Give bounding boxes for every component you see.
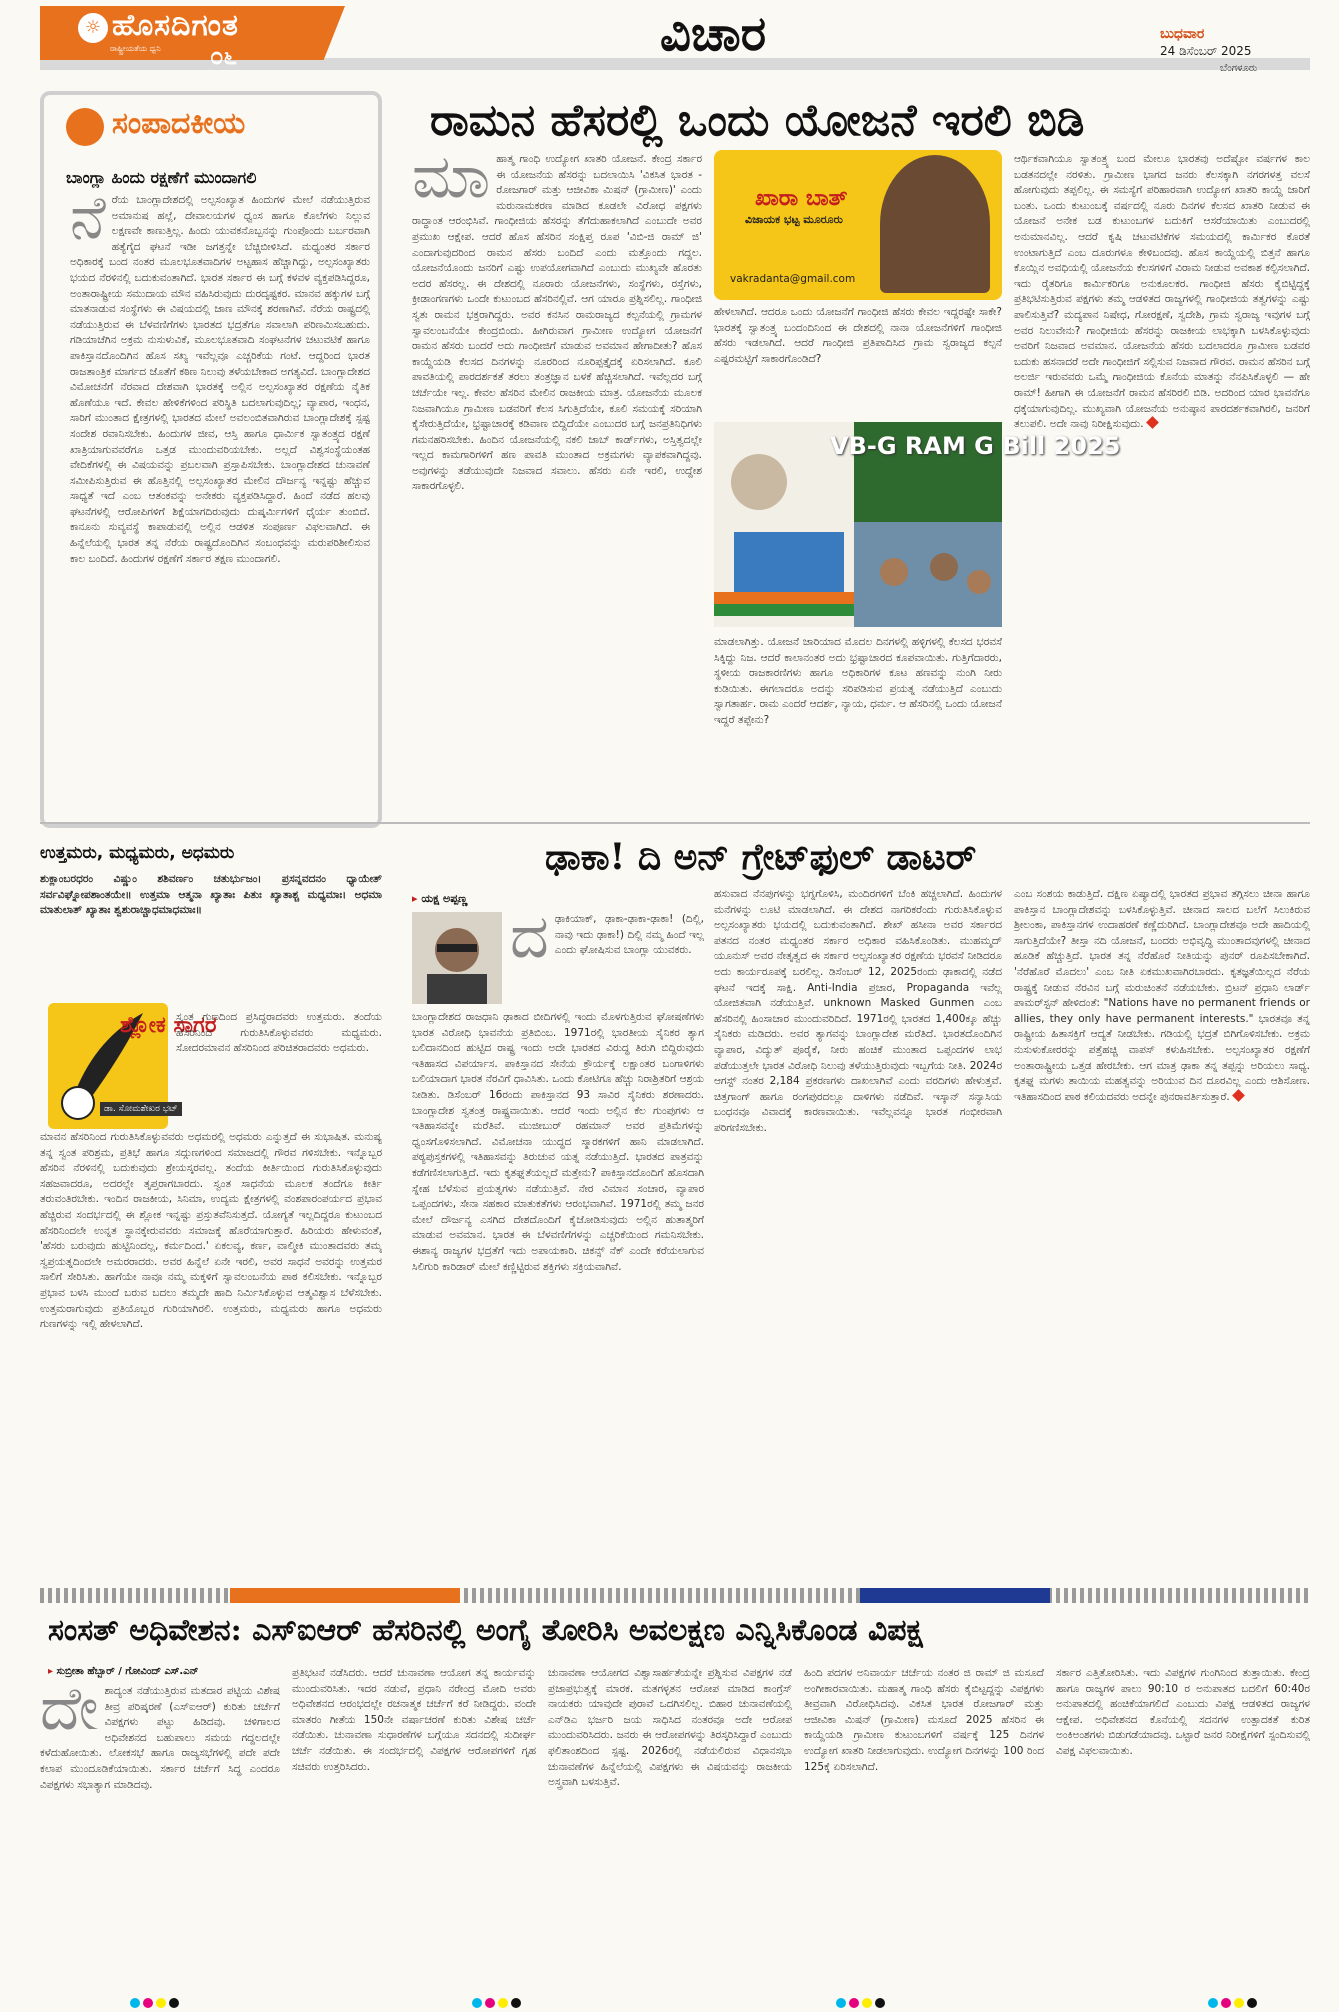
author-bullet-icon: ▸ xyxy=(48,1666,54,1677)
magenta-dot-icon xyxy=(485,1998,495,2008)
cyan-dot-icon xyxy=(130,1998,140,2008)
shloka-meaning: ಸ್ವಂತ ಗುಣದಿಂದ ಪ್ರಸಿದ್ಧರಾದವರು ಉತ್ತಮರು. ತಂದೆಯ ಹೆಸರಿನಿಂದ ಗುರುತಿಸಿಕೊಳ್ಳುವವರು ಮಧ್ಯಮರು. ಸೋದರಮಾವನ ಹೆಸರಿನಿಂದ ಪರಿಚಿತರಾದವರು ಅಧಮರು. xyxy=(176,1011,382,1055)
article3-column-2: ಪ್ರತಿಭಟನೆ ನಡೆಸಿದರು. ಆದರೆ ಚುನಾವಣಾ ಆಯೋಗ ತನ್ನ ಕಾರ್ಯವನ್ನು ಮುಂದುವರಿಸಿತು. ಇದರ ನಡುವೆ, ಪ್ರಧಾನಿ ನರೇಂದ್ರ ಮೋದಿ ಅವರು ಅಧಿವೇಶನದ ಆರಂಭದಲ್ಲೇ ರಚನಾತ್ಮಕ ಚರ್ಚೆಗೆ ಕರೆ ನೀಡಿದ್ದರು. ವಂದೇ ಮಾತರಂ ಗೀತೆಯ 150ನೇ ವರ್ಷಾಚರಣೆ ಕುರಿತು ವಿಶೇಷ ಚರ್ಚೆ ನಡೆಯಿತು. ಚುನಾವಣಾ ಸುಧಾರಣೆಗಳ ಬಗ್ಗೆಯೂ ಸದನದಲ್ಲಿ ಸುದೀರ್ಘ ಚರ್ಚೆ ನಡೆಯಿತು. ಈ ಸಂದರ್ಭದಲ್ಲಿ ವಿಪಕ್ಷಗಳ ಆರೋಪಗಳಿಗೆ ಗೃಹ ಸಚಿವರು ಉತ್ತರಿಸಿದರು. xyxy=(292,1667,536,1773)
article1-col1-text: ಹಾತ್ಮ ಗಾಂಧಿ ಉದ್ಯೋಗ ಖಾತರಿ ಯೋಜನೆ. ಕೇಂದ್ರ ಸರ್ಕಾರ ಈ ಯೋಜನೆಯ ಹೆಸರನ್ನು ಬದಲಾಯಿಸಿ 'ವಿಕಸಿತ ಭಾರತ - ರೋಜಗಾರ್ ಮತ್ತು ಆಜೀವಿಕಾ ಮಿಷನ್ (ಗ್ರಾಮೀಣ)' ಎಂದು ಮರುನಾಮಕರಣ ಮಾಡಿದ ಕೂಡಲೇ ವಿರೋಧ ಪಕ್ಷಗಳು ರಾದ್ಧಾಂತ ಆರಂಭಿಸಿವೆ. ಗಾಂಧೀಜಿಯ ಹೆಸರನ್ನು ತೆಗೆದುಹಾಕಲಾಗಿದೆ ಎಂಬುದೇ ಅವರ ಪ್ರಮುಖ ಆಕ್ಷೇಪ. ಆದರೆ ಹೊಸ ಹೆಸರಿನ ಸಂಕ್ಷಿಪ್ತ ರೂಪ 'ವಿಬಿ-ಜಿ ರಾಮ್ ಜಿ' ಎಂದಾಗುವುದರಿಂದ ರಾಮನ ಹೆಸರು ಬಂದಿದೆ ಎಂದು ಮತ್ತೊಂದು ಗದ್ದಲ. ಯೋಜನೆಯೊಂದು ಜನರಿಗೆ ಎಷ್ಟು ಉಪಯೋಗವಾಗಿದೆ ಎಂಬುದು ಮುಖ್ಯವೇ ಹೊರತು ಅದರ ಹೆಸರಲ್ಲ. ಈ ದೇಶದಲ್ಲಿ ನೂರಾರು ಯೋಜನೆಗಳು, ಸಂಸ್ಥೆಗಳು, ರಸ್ತೆಗಳು, ಕ್ರೀಡಾಂಗಣಗಳು ಒಂದೇ ಕುಟುಂಬದ ಹೆಸರಿನಲ್ಲಿವೆ. ಆಗ ಯಾರೂ ಪ್ರಶ್ನಿಸಲಿಲ್ಲ. ಗಾಂಧೀಜಿ ಸ್ವತಃ ರಾಮನ ಭಕ್ತರಾಗಿದ್ದರು. ಅವರ ಕನಸಿನ ರಾಮರಾಜ್ಯದ ಕಲ್ಪನೆಯಲ್ಲಿ ಗ್ರಾಮಗಳ ಸ್ವಾವಲಂಬನೆಯೇ ಕೇಂದ್ರಬಿಂದು. ಹೀಗಿರುವಾಗ ಗ್ರಾಮೀಣ ಉದ್ಯೋಗ ಯೋಜನೆಗೆ ರಾಮನ ಹೆಸರು ಬಂದರೆ ಅದು ಗಾಂಧೀಜಿಗೆ ಮಾಡುವ ಅವಮಾನ ಹೇಗಾದೀತು? ಹೊಸ ಕಾಯ್ದೆಯಡಿ ಕೆಲಸದ ದಿನಗಳನ್ನು ನೂರರಿಂದ ನೂರಿಪ್ಪತ್ತೈದಕ್ಕೆ ಏರಿಸಲಾಗಿದೆ. ಕೂಲಿ ಪಾವತಿಯಲ್ಲಿ ಪಾರದರ್ಶಕತೆ ತರಲು ತಂತ್ರಜ್ಞಾನ ಬಳಕೆ ಹೆಚ್ಚಿಸಲಾಗಿದೆ. ಇವೆಲ್ಲದರ ಬಗ್ಗೆ ಚರ್ಚೆಯೇ ಇಲ್ಲ. ಕೇವಲ ಹೆಸರಿನ ಮೇಲಿನ ರಾಜಕೀಯ ಮಾತ್ರ. ಯೋಜನೆಯ ಮೂಲಕ ನಿಜವಾಗಿಯೂ ಗ್ರಾಮೀಣ ಬಡವರಿಗೆ ಕೆಲಸ ಸಿಗುತ್ತಿದೆಯೇ, ಕೂಲಿ ಸಮಯಕ್ಕೆ ಸರಿಯಾಗಿ ಕೈಸೇರುತ್ತಿದೆಯೇ, ಭ್ರಷ್ಟಾಚಾರಕ್ಕೆ ಕಡಿವಾಣ ಬಿದ್ದಿದೆಯೇ ಎಂಬುದರ ಬಗ್ಗೆ ಜನಪ್ರತಿನಿಧಿಗಳು ಗಮನಹರಿಸಬೇಕು. ಹಿಂದಿನ ಯೋಜನೆಯಲ್ಲಿ ನಕಲಿ ಜಾಬ್ ಕಾರ್ಡ್‌ಗಳು, ಅಸ್ತಿತ್ವದಲ್ಲೇ ಇಲ್ಲದ ಕಾಮಗಾರಿಗಳಿಗೆ ಹಣ ಪಾವತಿ ಮುಂತಾದ ಅಕ್ರಮಗಳು ವ್ಯಾಪಕವಾಗಿದ್ದವು. ಅವುಗಳನ್ನು ತಡೆಯುವುದೇ ನಿಜವಾದ ಸವಾಲು. ಹೆಸರು ಏನೇ ಇರಲಿ, ಉದ್ದೇಶ ಸಾಕಾರಗೊಳ್ಳಲಿ. xyxy=(412,153,702,493)
decorative-stripe xyxy=(40,1588,1310,1603)
end-mark-icon xyxy=(1232,1089,1245,1102)
editorial-title[interactable]: ಬಾಂಗ್ಲಾ ಹಿಂದು ರಕ್ಷಣೆಗೆ ಮುಂದಾಗಲಿ xyxy=(66,168,257,187)
magenta-dot-icon xyxy=(1221,1998,1231,2008)
section-title: ವಿಚಾರ xyxy=(660,6,767,62)
editorial-label: ಸಂಪಾದಕೀಯ xyxy=(112,106,246,141)
article2-col3-text: ಎಂಬ ಸಂಶಯ ಕಾಡುತ್ತಿದೆ. ದಕ್ಷಿಣ ಏಷ್ಯಾದಲ್ಲಿ ಭಾರತದ ಪ್ರಭಾವ ತಗ್ಗಿಸಲು ಚೀನಾ ಹಾಗೂ ಪಾಕಿಸ್ತಾನ ಬಾಂಗ್ಲಾದೇಶವನ್ನು ಬಳಸಿಕೊಳ್ಳುತ್ತಿವೆ. ಚೀನಾದ ಸಾಲದ ಬಲೆಗೆ ಸಿಲುಕಿರುವ ಶ್ರೀಲಂಕಾ, ಪಾಕಿಸ್ತಾನಗಳ ಉದಾಹರಣೆ ಕಣ್ಣೆದುರಿಗಿದೆ. ಬಾಂಗ್ಲಾದೇಶವೂ ಅದೇ ಹಾದಿಯಲ್ಲಿ ಸಾಗುತ್ತಿದೆಯೇ? ತೀಸ್ತಾ ನದಿ ಯೋಜನೆ, ಬಂದರು ಅಭಿವೃದ್ಧಿ ಮುಂತಾದವುಗಳಲ್ಲಿ ಚೀನಾದ ಹೂಡಿಕೆ ಹೆಚ್ಚುತ್ತಿದೆ. ಭಾರತ ತನ್ನ ನೆರೆಹೊರೆ ನೀತಿಯನ್ನು ಪುನರ್ ರೂಪಿಸಬೇಕಾಗಿದೆ. 'ನೆರೆಹೊರೆ ಮೊದಲು' ಎಂಬ ನೀತಿ ಏಕಮುಖವಾಗಿರಬಾರದು. ಕೃತಜ್ಞತೆಯಿಲ್ಲದ ನೆರೆಯ ರಾಷ್ಟ್ರಕ್ಕೆ ನೀಡುವ ನೆರವಿನ ಬಗ್ಗೆ ಮರುಚಿಂತನೆ ನಡೆಯಬೇಕು. ಬ್ರಿಟನ್ ಪ್ರಧಾನಿ ಲಾರ್ಡ್ ಪಾಮರ್‌ಸ್ಟನ್ ಹೇಳಿದಂತೆ: "Nations have no permanent friends or allies, they only have permanent interests." ಭಾರತವೂ ತನ್ನ ರಾಷ್ಟ್ರೀಯ ಹಿತಾಸಕ್ತಿಗೆ ಆದ್ಯತೆ ನೀಡಬೇಕು. ಗಡಿಯಲ್ಲಿ ಭದ್ರತೆ ಬಿಗಿಗೊಳಿಸಬೇಕು. ಅಕ್ರಮ ನುಸುಳುಕೋರರನ್ನು ಪತ್ತೆಹಚ್ಚಿ ವಾಪಸ್ ಕಳುಹಿಸಬೇಕು. ಅಲ್ಪಸಂಖ್ಯಾತರ ರಕ್ಷಣೆಗೆ ಅಂತಾರಾಷ್ಟ್ರೀಯ ಒತ್ತಡ ಹೇರಬೇಕು. ಆಗ ಮಾತ್ರ ಢಾಕಾ ತನ್ನ ತಪ್ಪನ್ನು ಅರಿಯಲು ಸಾಧ್ಯ. ಕೃತಘ್ನ ಮಗಳು ತಾಯಿಯ ಮಹತ್ವವನ್ನು ಅರಿಯುವ ದಿನ ದೂರವಿಲ್ಲ ಎಂದು ಆಶಿಸೋಣ. ಇತಿಹಾಸದಿಂದ ಪಾಠ ಕಲಿಯದವರು ಅದನ್ನೇ ಪುನರಾವರ್ತಿಸುತ್ತಾರೆ. xyxy=(1014,888,1310,1103)
yellow-dot-icon xyxy=(1234,1998,1244,2008)
end-mark-icon xyxy=(1146,416,1159,429)
masthead xyxy=(0,0,1339,78)
article3-column-3: ಚುನಾವಣಾ ಆಯೋಗದ ವಿಶ್ವಾಸಾರ್ಹತೆಯನ್ನೇ ಪ್ರಶ್ನಿಸುವ ವಿಪಕ್ಷಗಳ ನಡೆ ಪ್ರಜಾಪ್ರಭುತ್ವಕ್ಕೆ ಮಾರಕ. ಮತಗಳ್ಳತನ ಆರೋಪ ಮಾಡಿದ ಕಾಂಗ್ರೆಸ್ ನಾಯಕರು ಯಾವುದೇ ಪುರಾವೆ ಒದಗಿಸಲಿಲ್ಲ. ಬಿಹಾರ ಚುನಾವಣೆಯಲ್ಲಿ ಎನ್‌ಡಿಎ ಭರ್ಜರಿ ಜಯ ಸಾಧಿಸಿದ ನಂತರವೂ ಅದೇ ಆರೋಪ ಮುಂದುವರಿಸಿದರು. ಜನರು ಈ ಆರೋಪಗಳನ್ನು ತಿರಸ್ಕರಿಸಿದ್ದಾರೆ ಎಂಬುದು ಫಲಿತಾಂಶದಿಂದ ಸ್ಪಷ್ಟ. 2026ರಲ್ಲಿ ನಡೆಯಲಿರುವ ವಿಧಾನಸಭಾ ಚುನಾವಣೆಗಳ ಹಿನ್ನೆಲೆಯಲ್ಲಿ ವಿಪಕ್ಷಗಳು ಈ ವಿಷಯವನ್ನು ರಾಜಕೀಯ ಅಸ್ತ್ರವಾಗಿ ಬಳಸುತ್ತಿವೆ. xyxy=(548,1667,792,1789)
magenta-dot-icon xyxy=(849,1998,859,2008)
page-number: ೦೬ xyxy=(210,42,237,70)
article3-column-4: ಹಿಂದಿ ಪದಗಳ ಅನಿವಾರ್ಯ ಚರ್ಚೆಯ ನಂತರ ಜಿ ರಾಮ್ ಜಿ ಮಸೂದೆ ಅಂಗೀಕಾರವಾಯಿತು. ಮಹಾತ್ಮ ಗಾಂಧಿ ಹೆಸರು ಕೈಬಿಟ್ಟದ್ದನ್ನು ವಿಪಕ್ಷಗಳು ತೀವ್ರವಾಗಿ ವಿರೋಧಿಸಿದವು. ವಿಕಸಿತ ಭಾರತ ರೋಜಗಾರ್ ಮತ್ತು ಆಜೀವಿಕಾ ಮಿಷನ್ (ಗ್ರಾಮೀಣ) ಮಸೂದೆ 2025 ಹೆಸರಿನ ಈ ಕಾಯ್ದೆಯಡಿ ಗ್ರಾಮೀಣ ಕುಟುಂಬಗಳಿಗೆ ವರ್ಷಕ್ಕೆ 125 ದಿನಗಳ ಉದ್ಯೋಗ ಖಾತರಿ ನೀಡಲಾಗುವುದು. ಉದ್ಯೋಗ ದಿನಗಳನ್ನು 100 ರಿಂದ 125ಕ್ಕೆ ಏರಿಸಲಾಗಿದೆ. xyxy=(804,1667,1044,1773)
columnist-email[interactable]: vakradanta@gmail.com xyxy=(730,273,856,285)
stripe-art xyxy=(40,1588,1310,1603)
article1-column-2: ಮಾಡಲಾಗಿತ್ತು. ಯೋಜನೆ ಜಾರಿಯಾದ ಮೊದಲ ದಿನಗಳಲ್ಲಿ ಹಳ್ಳಿಗಳಲ್ಲಿ ಕೆಲಸದ ಭರವಸೆ ಸಿಕ್ಕಿದ್ದು ನಿಜ. ಆದರೆ ಕಾಲಾನಂತರ ಅದು ಭ್ರಷ್ಟಾಚಾರದ ಕೂಪವಾಯಿತು. ಗುತ್ತಿಗೆದಾರರು, ಸ್ಥಳೀಯ ರಾಜಕಾರಣಿಗಳು ಹಾಗೂ ಅಧಿಕಾರಿಗಳ ಕೂಟ ಹಣವನ್ನು ನುಂಗಿ ನೀರು ಕುಡಿಯಿತು. ಈಗಲಾದರೂ ಅದನ್ನು ಸರಿಪಡಿಸುವ ಪ್ರಯತ್ನ ನಡೆಯುತ್ತಿದೆ ಎಂಬುದು ಸ್ವಾಗತಾರ್ಹ. ರಾಮ ಎಂದರೆ ಆದರ್ಶ, ನ್ಯಾಯ, ಧರ್ಮ. ಆ ಹೆಸರಿನಲ್ಲಿ ಒಂದು ಯೋಜನೆ ಇದ್ದರೆ ತಪ್ಪೇನು? xyxy=(714,636,1002,726)
editorial-text: ರೆಯ ಬಾಂಗ್ಲಾದೇಶದಲ್ಲಿ ಅಲ್ಪಸಂಖ್ಯಾತ ಹಿಂದುಗಳ ಮೇಲೆ ನಡೆಯುತ್ತಿರುವ ಅಮಾನುಷ ಹಲ್ಲೆ, ದೇವಾಲಯಗಳ ಧ್ವಂಸ ಹಾಗೂ ಕೊಲೆಗಳು ನಿಲ್ಲುವ ಲಕ್ಷಣವೇ ಕಾಣುತ್ತಿಲ್ಲ. ಹಿಂದು ಯುವಕನೊಬ್ಬನನ್ನು ಗುಂಪೊಂದು ಬರ್ಬರವಾಗಿ ಹತ್ಯೆಗೈದ ಘಟನೆ ಇಡೀ ಜಗತ್ತನ್ನೇ ಬೆಚ್ಚಿಬೀಳಿಸಿದೆ. ಮಧ್ಯಂತರ ಸರ್ಕಾರ ಅಧಿಕಾರಕ್ಕೆ ಬಂದ ನಂತರ ಮೂಲಭೂತವಾದಿಗಳ ಅಟ್ಟಹಾಸ ಹೆಚ್ಚಾಗಿದ್ದು, ಅಲ್ಪಸಂಖ್ಯಾತರು ಭಯದ ನೆರಳಿನಲ್ಲಿ ಬದುಕುವಂತಾಗಿದೆ. ಭಾರತ ಸರ್ಕಾರ ಈ ಬಗ್ಗೆ ಕಳವಳ ವ್ಯಕ್ತಪಡಿಸಿದ್ದರೂ, ಅಂತಾರಾಷ್ಟ್ರೀಯ ಸಮುದಾಯ ಮೌನ ವಹಿಸಿರುವುದು ದುರದೃಷ್ಟಕರ. ಮಾನವ ಹಕ್ಕುಗಳ ಬಗ್ಗೆ ಮಾತನಾಡುವ ಸಂಸ್ಥೆಗಳು ಈ ವಿಷಯದಲ್ಲಿ ಜಾಣ ಮೌನಕ್ಕೆ ಶರಣಾಗಿವೆ. ನೆರೆಯ ರಾಷ್ಟ್ರದಲ್ಲಿ ನಡೆಯುತ್ತಿರುವ ಈ ಬೆಳವಣಿಗೆಗಳು ಭಾರತದ ಭದ್ರತೆಗೂ ಸವಾಲಾಗಿ ಪರಿಣಮಿಸಬಹುದು. ಗಡಿಯಾಚೆಗಿನ ಅಕ್ರಮ ನುಸುಳುವಿಕೆ, ಮೂಲಭೂತವಾದಿ ಸಂಘಟನೆಗಳ ಚಟುವಟಿಕೆ ಹಾಗೂ ಪಾಕಿಸ್ತಾನದೊಂದಿಗಿನ ಹೊಸ ಸಖ್ಯ ಇವೆಲ್ಲವೂ ಎಚ್ಚರಿಕೆಯ ಗಂಟೆ. ಆದ್ದರಿಂದ ಭಾರತ ರಾಜತಾಂತ್ರಿಕ ಮಾರ್ಗದ ಜೊತೆಗೆ ಕಠಿಣ ನಿಲುವು ತಳೆಯಬೇಕಾದ ಅಗತ್ಯವಿದೆ. ಬಾಂಗ್ಲಾದೇಶದ ವಿಮೋಚನೆಗೆ ನೆರವಾದ ದೇಶವಾಗಿ ಭಾರತಕ್ಕೆ ಅಲ್ಲಿನ ಅಲ್ಪಸಂಖ್ಯಾತರ ರಕ್ಷಣೆಯ ನೈತಿಕ ಹೊಣೆಯೂ ಇದೆ. ಕೇವಲ ಹೇಳಿಕೆಗಳಿಂದ ಪರಿಸ್ಥಿತಿ ಬದಲಾಗುವುದಿಲ್ಲ; ವ್ಯಾಪಾರ, ಇಂಧನ, ಸಾರಿಗೆ ಮುಂತಾದ ಕ್ಷೇತ್ರಗಳಲ್ಲಿ ಭಾರತದ ಮೇಲೆ ಅವಲಂಬಿತವಾಗಿರುವ ಬಾಂಗ್ಲಾದೇಶಕ್ಕೆ ಸ್ಪಷ್ಟ ಸಂದೇಶ ರವಾನಿಸಬೇಕು. ಹಿಂದುಗಳ ಜೀವ, ಆಸ್ತಿ ಹಾಗೂ ಧಾರ್ಮಿಕ ಸ್ವಾತಂತ್ರ್ಯದ ರಕ್ಷಣೆ ಖಾತ್ರಿಯಾಗುವವರೆಗೂ ಒತ್ತಡ ಮುಂದುವರಿಯಬೇಕು. ಅಲ್ಲದೆ ವಿಶ್ವಸಂಸ್ಥೆಯಂತಹ ವೇದಿಕೆಗಳಲ್ಲಿ ಈ ವಿಷಯವನ್ನು ಪ್ರಬಲವಾಗಿ ಪ್ರಸ್ತಾಪಿಸಬೇಕು. ಬಾಂಗ್ಲಾದೇಶದ ಚುನಾವಣೆ ಸಮೀಪಿಸುತ್ತಿರುವ ಈ ಹೊತ್ತಿನಲ್ಲಿ ಅಲ್ಪಸಂಖ್ಯಾತರ ಮೇಲಿನ ದೌರ್ಜನ್ಯ ಇನ್ನಷ್ಟು ಹೆಚ್ಚುವ ಸಾಧ್ಯತೆ ಇದೆ ಎಂಬ ಆತಂಕವನ್ನು ಅನೇಕರು ವ್ಯಕ್ತಪಡಿಸಿದ್ದಾರೆ. ಹಿಂದೆ ನಡೆದ ಹಲವು ಘಟನೆಗಳಲ್ಲಿ ಆರೋಪಿಗಳಿಗೆ ಶಿಕ್ಷೆಯಾಗದಿರುವುದು ದುಷ್ಕರ್ಮಿಗಳಿಗೆ ಧೈರ್ಯ ತುಂಬಿದೆ. ಕಾನೂನು ಸುವ್ಯವಸ್ಥೆ ಕಾಪಾಡುವಲ್ಲಿ ಅಲ್ಲಿನ ಆಡಳಿತ ಸಂಪೂರ್ಣ ವಿಫಲವಾಗಿದೆ. ಈ ಹಿನ್ನೆಲೆಯಲ್ಲಿ ಭಾರತ ತನ್ನ ನೆರೆಯ ರಾಷ್ಟ್ರದೊಂದಿಗಿನ ಸಂಬಂಧವನ್ನು ಮರುಪರಿಶೀಲಿಸುವ ಕಾಲ ಬಂದಿದೆ. ಹಿಂದುಗಳ ರಕ್ಷಣೆಗೆ ಸರ್ಕಾರ ತಕ್ಷಣ ಮುಂದಾಗಲಿ. xyxy=(70,194,370,565)
article3-column-1 xyxy=(40,1684,280,1984)
editorial-emblem-icon xyxy=(66,108,104,146)
yellow-dot-icon xyxy=(862,1998,872,2008)
article2-intro-text: ಢಾಕಿಯಾಕ್, ಢಾಕಾ-ಢಾಕಾ-ಢಾಕಾ! (ದಿಲ್ಲಿ, ನಾವು ಇದು ಢಾಕಾ!) ದಿಲ್ಲಿ ನಮ್ಮ ಹಿಂದೆ ಇಲ್ಲ ಎಂದು ಘೋಷಿಸುವ ಬಾಂಗ್ಲಾ ಯುವಕರು. xyxy=(554,913,704,957)
magenta-dot-icon xyxy=(143,1998,153,2008)
article2-author-photo xyxy=(412,912,502,1004)
paper-name[interactable]: ಹೊಸದಿಗಂತ xyxy=(112,8,239,43)
article1-dropcap: ಮಾ xyxy=(412,152,491,212)
article2-column-2: ಹಸುವಾದ ನೆನಪುಗಳನ್ನು ಭಗ್ನಗೊಳಿಸಿ, ಮಂದಿರಗಳಿಗೆ ಬೆಂಕಿ ಹಚ್ಚಲಾಗಿದೆ. ಹಿಂದುಗಳ ಮನೆಗಳನ್ನು ಲೂಟಿ ಮಾಡಲಾಗಿದೆ. ಈ ದೇಶದ ನಾಗರಿಕರೆಂದು ಗುರುತಿಸಿಕೊಳ್ಳುವ ಅಲ್ಪಸಂಖ್ಯಾತರು ಭಯದಲ್ಲಿ ಬದುಕುವಂತಾಗಿದೆ. ಶೇಖ್ ಹಸೀನಾ ಅವರ ಸರ್ಕಾರದ ಪತನದ ನಂತರ ಮಧ್ಯಂತರ ಸರ್ಕಾರ ಅಧಿಕಾರ ವಹಿಸಿಕೊಂಡಿತು. ಮುಹಮ್ಮದ್ ಯೂನುಸ್ ಅವರ ನೇತೃತ್ವದ ಈ ಸರ್ಕಾರ ಅಲ್ಪಸಂಖ್ಯಾತರ ರಕ್ಷಣೆಯ ಭರವಸೆ ನೀಡಿದರೂ ಅದು ಕಾರ್ಯರೂಪಕ್ಕೆ ಬರಲಿಲ್ಲ. ಡಿಸೆಂಬರ್ 12, 2025ರಂದು ಢಾಕಾದಲ್ಲಿ ನಡೆದ ಘಟನೆ ಇದಕ್ಕೆ ಸಾಕ್ಷಿ. Anti-India ಪ್ರಚಾರ, Propaganda ಇವೆಲ್ಲ ಯೋಜಿತವಾಗಿ ನಡೆಯುತ್ತಿವೆ. unknown Masked Gunmen ಎಂಬ ಹೆಸರಿನಲ್ಲಿ ಹಿಂಸಾಚಾರ ಮುಂದುವರಿದಿದೆ. 1971ರಲ್ಲಿ ಭಾರತದ 1,400ಕ್ಕೂ ಹೆಚ್ಚು ಸೈನಿಕರು ಮಡಿದರು. ಅವರ ತ್ಯಾಗವನ್ನು ಬಾಂಗ್ಲಾದೇಶ ಮರೆತಿದೆ. ಭಾರತದೊಂದಿಗಿನ ವ್ಯಾಪಾರ, ವಿದ್ಯುತ್ ಪೂರೈಕೆ, ನೀರು ಹಂಚಿಕೆ ಮುಂತಾದ ಒಪ್ಪಂದಗಳ ಲಾಭ ಪಡೆಯುತ್ತಲೇ ಭಾರತ ವಿರೋಧಿ ನಿಲುವು ತಳೆಯುತ್ತಿರುವುದು ಇಬ್ಬಗೆಯ ನೀತಿ. 2024ರ ಆಗಸ್ಟ್ ನಂತರ 2,184 ಪ್ರಕರಣಗಳು ದಾಖಲಾಗಿವೆ ಎಂದು ವರದಿಗಳು ಹೇಳುತ್ತವೆ. ಚಿತ್ತಗಾಂಗ್ ಹಾಗೂ ರಂಗಪುರದಲ್ಲೂ ದಾಳಿಗಳು ನಡೆದಿವೆ. ಇಸ್ಕಾನ್ ಸನ್ಯಾಸಿಯ ಬಂಧನವೂ ವಿವಾದಕ್ಕೆ ಕಾರಣವಾಯಿತು. ಇವೆಲ್ಲವನ್ನೂ ಭಾರತ ಗಂಭೀರವಾಗಿ ಪರಿಗಣಿಸಬೇಕು. xyxy=(714,888,1002,1134)
editorial-dropcap: ನೆ xyxy=(70,193,106,253)
shloka-body: ಮಾವನ ಹೆಸರಿನಿಂದ ಗುರುತಿಸಿಕೊಳ್ಳುವವರು ಅಧಮರಲ್ಲಿ ಅಧಮರು ಎನ್ನುತ್ತದೆ ಈ ಸುಭಾಷಿತ. ಮನುಷ್ಯ ತನ್ನ ಸ್ವಂತ ಪರಿಶ್ರಮ, ಪ್ರತಿಭೆ ಹಾಗೂ ಸದ್ಗುಣಗಳಿಂದ ಸಮಾಜದಲ್ಲಿ ಗೌರವ ಗಳಿಸಬೇಕು. ಇನ್ನೊಬ್ಬರ ಹೆಸರಿನ ನೆರಳಿನಲ್ಲಿ ಬದುಕುವುದು ಶ್ರೇಯಸ್ಕರವಲ್ಲ. ತಂದೆಯ ಕೀರ್ತಿಯಿಂದ ಗುರುತಿಸಿಕೊಳ್ಳುವುದು ಸಹಜವಾದರೂ, ಅದರಲ್ಲೇ ತೃಪ್ತರಾಗಬಾರದು. ಸ್ವಂತ ಸಾಧನೆಯ ಮೂಲಕ ತಂದೆಗೂ ಕೀರ್ತಿ ತರುವಂತಿರಬೇಕು. ಇಂದಿನ ರಾಜಕೀಯ, ಸಿನಿಮಾ, ಉದ್ಯಮ ಕ್ಷೇತ್ರಗಳಲ್ಲಿ ವಂಶಪಾರಂಪರ್ಯದ ಪ್ರಭಾವ ಹೆಚ್ಚಿರುವ ಸಂದರ್ಭದಲ್ಲಿ ಈ ಶ್ಲೋಕ ಇನ್ನಷ್ಟು ಪ್ರಸ್ತುತವೆನಿಸುತ್ತದೆ. ಯೋಗ್ಯತೆ ಇಲ್ಲದಿದ್ದರೂ ಕುಟುಂಬದ ಹೆಸರಿನಿಂದಲೇ ಉನ್ನತ ಸ್ಥಾನಕ್ಕೇರುವವರು ಸಮಾಜಕ್ಕೆ ಹೊರೆಯಾಗುತ್ತಾರೆ. ಹಿರಿಯರು ಹೇಳುವಂತೆ, 'ಹೆಸರು ಬರುವುದು ಹುಟ್ಟಿನಿಂದಲ್ಲ, ಕರ್ಮದಿಂದ.' ಏಕಲವ್ಯ, ಕರ್ಣ, ವಾಲ್ಮೀಕಿ ಮುಂತಾದವರು ತಮ್ಮ ಸ್ವಪ್ರಯತ್ನದಿಂದಲೇ ಅಮರರಾದರು. ಅವರ ಹಿನ್ನೆಲೆ ಏನೇ ಇರಲಿ, ಅವರ ಸಾಧನೆ ಅವರನ್ನು ಉತ್ತಮರ ಸಾಲಿಗೆ ಸೇರಿಸಿತು. ಹಾಗೆಯೇ ನಾವೂ ನಮ್ಮ ಮಕ್ಕಳಿಗೆ ಸ್ವಾವಲಂಬನೆಯ ಪಾಠ ಕಲಿಸಬೇಕು. ಇನ್ನೊಬ್ಬರ ಪ್ರಭಾವ ಬಳಸಿ ಮುಂದೆ ಬರುವ ಬದಲು ತಮ್ಮದೇ ಹಾದಿ ನಿರ್ಮಿಸಿಕೊಳ್ಳುವ ಆತ್ಮವಿಶ್ವಾಸ ಬೆಳೆಸಬೇಕು. ಉತ್ತಮರಾಗುವುದು ಪ್ರತಿಯೊಬ್ಬರ ಗುರಿಯಾಗಿರಲಿ. ಉತ್ತಮರು, ಮಧ್ಯಮರು ಹಾಗೂ ಅಧಮರು ಗುಣಗಳನ್ನು ಇಲ್ಲಿ ಹೇಳಲಾಗಿದೆ. xyxy=(40,1131,382,1331)
article1-column-3 xyxy=(1014,152,1310,807)
black-dot-icon xyxy=(511,1998,521,2008)
article3-col1-text: ಶಾದ್ಯಂತ ನಡೆಯುತ್ತಿರುವ ಮತದಾರ ಪಟ್ಟಿಯ ವಿಶೇಷ ತೀವ್ರ ಪರಿಷ್ಕರಣೆ (ಎಸ್‌ಐಆರ್) ಕುರಿತು ಚರ್ಚೆಗೆ ವಿಪಕ್ಷಗಳು ಪಟ್ಟು ಹಿಡಿದವು. ಚಳಿಗಾಲದ ಅಧಿವೇಶನದ ಬಹುಪಾಲು ಸಮಯ ಗದ್ದಲದಲ್ಲೇ ಕಳೆದುಹೋಯಿತು. ಲೋಕಸಭೆ ಹಾಗೂ ರಾಜ್ಯಸಭೆಗಳಲ್ಲಿ ಪದೇ ಪದೇ ಕಲಾಪ ಮುಂದೂಡಿಕೆಯಾಯಿತು. ಸರ್ಕಾರ ಚರ್ಚೆಗೆ ಸಿದ್ಧ ಎಂದರೂ ವಿಪಕ್ಷಗಳು ಸಭಾತ್ಯಾಗ ಮಾಡಿದವು. xyxy=(40,1685,280,1791)
editorial-body xyxy=(70,193,370,823)
shloka-headline[interactable]: ಉತ್ತಮರು, ಮಧ್ಯಮರು, ಅಧಮರು xyxy=(40,843,235,863)
black-dot-icon xyxy=(169,1998,179,2008)
article2-author xyxy=(412,892,467,906)
article2-headline[interactable]: ಢಾಕಾ! ದಿ ಅನ್ ಗ್ರೇಟ್‌ಫುಲ್ ಡಾಟರ್ xyxy=(545,836,977,878)
article2-author-name: ಯಕ್ಷ ಅಪ್ಪಣ್ಣ xyxy=(421,892,468,905)
article2-dropcap: ದ xyxy=(510,912,549,972)
yellow-dot-icon xyxy=(498,1998,508,2008)
columnist-photo xyxy=(880,155,990,293)
issue-date: 24 ಡಿಸೆಂಬರ್ 2025 xyxy=(1160,44,1252,58)
article3-column-5: ಸರ್ಕಾರ ಎತ್ತಿತೋರಿಸಿತು. ಇದು ವಿಪಕ್ಷಗಳ ಗುಂಗಿನಿಂದ ತುತ್ತಾಯಿತು. ಕೇಂದ್ರ ಹಾಗೂ ರಾಜ್ಯಗಳ ಪಾಲು 90:10 ರ ಅನುಪಾತದ ಬದಲಿಗೆ 60:40ರ ಅನುಪಾತದಲ್ಲಿ ಹಂಚಿಕೆಯಾಗಲಿದೆ ಎಂಬುದು ವಿಪಕ್ಷ ಆಡಳಿತದ ರಾಜ್ಯಗಳ ಆಕ್ಷೇಪ. ಅಧಿವೇಶನದ ಕೊನೆಯಲ್ಲಿ ಸದನಗಳ ಉತ್ಪಾದಕತೆ ಕುರಿತ ಅಂಕಿಅಂಶಗಳು ಬಿಡುಗಡೆಯಾದವು. ಒಟ್ಟಾರೆ ಜನರ ನಿರೀಕ್ಷೆಗಳಿಗೆ ಸ್ಪಂದಿಸುವಲ್ಲಿ ವಿಪಕ್ಷ ವಿಫಲವಾಯಿತು. xyxy=(1056,1667,1310,1757)
article1-column-1 xyxy=(412,152,702,807)
issue-day: ಬುಧವಾರ xyxy=(1160,26,1205,42)
article1-headline[interactable]: ರಾಮನ ಹೆಸರಲ್ಲಿ ಒಂದು ಯೋಜನೆ ಇರಲಿ ಬಿಡಿ xyxy=(430,95,1085,146)
article2-intro xyxy=(510,912,704,1008)
paper-tagline: ರಾಷ್ಟ್ರೀಯತೆಯ ಧ್ವನಿ xyxy=(110,44,161,53)
article1-image-caption: VB-G RAM G Bill 2025 xyxy=(830,432,1121,460)
print-registration-marks xyxy=(1208,1993,1268,2005)
cyan-dot-icon xyxy=(1208,1998,1218,2008)
article2-column-3 xyxy=(1014,887,1310,1580)
cyan-dot-icon xyxy=(472,1998,482,2008)
author-avatar-icon xyxy=(412,912,502,1004)
edition-city: ಬೆಂಗಳೂರು xyxy=(1220,63,1258,74)
article1-column-2-top: ಹೇಳಲಾಗಿದೆ. ಆದರೂ ಒಂದು ಯೋಜನೆಗೆ ಗಾಂಧೀಜಿ ಹೆಸರು ಕೇವಲ ಇದ್ದರಷ್ಟೇ ಸಾಕೇ? ಭಾರತಕ್ಕೆ ಸ್ವಾತಂತ್ರ್ಯ ಬಂದಂದಿನಿಂದ ಈ ದೇಶದಲ್ಲಿ ನಾನಾ ಯೋಜನೆಗಳಿಗೆ ಗಾಂಧೀಜಿ ಹೆಸರು ಇಡಲಾಗಿದೆ. ಆದರೆ ಗಾಂಧೀಜಿ ಪ್ರತಿಪಾದಿಸಿದ ಗ್ರಾಮ ಸ್ವರಾಜ್ಯದ ಕಲ್ಪನೆ ಎಷ್ಟರಮಟ್ಟಿಗೆ ಸಾಕಾರಗೊಂಡಿದೆ? xyxy=(714,306,1002,365)
article3-headline[interactable]: ಸಂಸತ್ ಅಧಿವೇಶನ: ಎಸ್‌ಐಆರ್ ಹೆಸರಿನಲ್ಲಿ ಅಂಗೈ ತೋರಿಸಿ ಅವಲಕ್ಷಣ ಎನ್ನಿಸಿಕೊಂಡ ವಿಪಕ್ಷ xyxy=(48,1613,923,1648)
shloka-column-title: ಶ್ಲೋಕ ಸಾಗರ xyxy=(120,1013,217,1038)
yellow-dot-icon xyxy=(156,1998,166,2008)
black-dot-icon xyxy=(875,1998,885,2008)
article3-dropcap: ದೇ xyxy=(40,1684,99,1744)
article2-column-1: ಬಾಂಗ್ಲಾದೇಶದ ರಾಜಧಾನಿ ಢಾಕಾದ ಬೀದಿಗಳಲ್ಲಿ ಇಂದು ಮೊಳಗುತ್ತಿರುವ ಘೋಷಣೆಗಳು ಭಾರತ ವಿರೋಧಿ ಭಾವನೆಯ ಪ್ರತಿಬಿಂಬ. 1971ರಲ್ಲಿ ಭಾರತೀಯ ಸೈನಿಕರ ತ್ಯಾಗ ಬಲಿದಾನದಿಂದ ಹುಟ್ಟಿದ ರಾಷ್ಟ್ರ ಇಂದು ಅದೇ ಭಾರತದ ವಿರುದ್ಧ ತಿರುಗಿ ಬಿದ್ದಿರುವುದು ಇತಿಹಾಸದ ವಿಪರ್ಯಾಸ. ಪಾಕಿಸ್ತಾನದ ಸೇನೆಯ ಕ್ರೌರ್ಯಕ್ಕೆ ಲಕ್ಷಾಂತರ ಬಂಗಾಳಿಗಳು ಬಲಿಯಾದಾಗ ಭಾರತ ನೆರವಿಗೆ ಧಾವಿಸಿತು. ಒಂದು ಕೋಟಿಗೂ ಹೆಚ್ಚು ನಿರಾಶ್ರಿತರಿಗೆ ಆಶ್ರಯ ನೀಡಿತು. ಡಿಸೆಂಬರ್ 16ರಂದು ಪಾಕಿಸ್ತಾನದ 93 ಸಾವಿರ ಸೈನಿಕರು ಶರಣಾದರು. ಬಾಂಗ್ಲಾದೇಶ ಸ್ವತಂತ್ರ ರಾಷ್ಟ್ರವಾಯಿತು. ಆದರೆ ಇಂದು ಅಲ್ಲಿನ ಕೆಲ ಗುಂಪುಗಳು ಆ ಇತಿಹಾಸವನ್ನೇ ಮರೆತಿವೆ. ಮುಜೀಬುರ್ ರಹಮಾನ್ ಅವರ ಪ್ರತಿಮೆಗಳನ್ನು ಧ್ವಂಸಗೊಳಿಸಲಾಗಿದೆ. ವಿಮೋಚನಾ ಯುದ್ಧದ ಸ್ಮಾರಕಗಳಿಗೆ ಹಾನಿ ಮಾಡಲಾಗಿದೆ. ಪಠ್ಯಪುಸ್ತಕಗಳಲ್ಲಿ ಇತಿಹಾಸವನ್ನು ತಿರುಚುವ ಯತ್ನ ನಡೆಯುತ್ತಿದೆ. ಭಾರತದ ಪಾತ್ರವನ್ನು ಕಡೆಗಣಿಸಲಾಗುತ್ತಿದೆ. ಇದು ಕೃತಘ್ನತೆಯಲ್ಲದೆ ಮತ್ತೇನು? ಪಾಕಿಸ್ತಾನದೊಂದಿಗೆ ಹೊಸದಾಗಿ ಸ್ನೇಹ ಬೆಳೆಸುವ ಪ್ರಯತ್ನಗಳು ನಡೆಯುತ್ತಿವೆ. ನೇರ ವಿಮಾನ ಸಂಚಾರ, ವ್ಯಾಪಾರ ಒಪ್ಪಂದಗಳು, ಸೇನಾ ಸಹಕಾರ ಮಾತುಕತೆಗಳು ಆರಂಭವಾಗಿವೆ. 1971ರಲ್ಲಿ ತಮ್ಮ ಜನರ ಮೇಲೆ ದೌರ್ಜನ್ಯ ಎಸಗಿದ ದೇಶದೊಂದಿಗೆ ಕೈಜೋಡಿಸುವುದು ಅಲ್ಲಿನ ಹುತಾತ್ಮರಿಗೆ ಮಾಡುವ ಅವಮಾನ. ಭಾರತ ಈ ಬೆಳವಣಿಗೆಗಳನ್ನು ಎಚ್ಚರಿಕೆಯಿಂದ ಗಮನಿಸಬೇಕು. ಈಶಾನ್ಯ ರಾಜ್ಯಗಳ ಭದ್ರತೆಗೆ ಇದು ಅಪಾಯಕಾರಿ. ಚಿಕನ್ಸ್ ನೆಕ್ ಎಂದೇ ಕರೆಯಲಾಗುವ ಸಿಲಿಗುರಿ ಕಾರಿಡಾರ್ ಮೇಲೆ ಕಣ್ಣಿಟ್ಟಿರುವ ಶಕ್ತಿಗಳು ಸಕ್ರಿಯವಾಗಿವೆ. xyxy=(412,1011,704,1273)
columnist-name: ವಿಜಾಯಕ ಭಟ್ಟ ಮೂರೂರು xyxy=(745,213,843,226)
article3-author-name: ಸುಬ್ರೀತಾ ಹೆಬ್ಬಾರ್ / ಗೋವಿಂದ್ ಎಸ್.ಎನ್ xyxy=(56,1666,199,1677)
author-bullet-icon: ▸ xyxy=(412,892,418,905)
article1-col3-text: ಆರ್ಥಿಕವಾಗಿಯೂ ಸ್ವಾತಂತ್ರ್ಯ ಬಂದ ಮೇಲೂ ಭಾರತವು ಅದೆಷ್ಟೋ ವರ್ಷಗಳ ಕಾಲ ಬಡತನದಲ್ಲೇ ನರಳಿತು. ಗ್ರಾಮೀಣ ಭಾಗದ ಜನರು ಕೆಲಸಕ್ಕಾಗಿ ನಗರಗಳತ್ತ ವಲಸೆ ಹೋಗುವುದು ತಪ್ಪಲಿಲ್ಲ. ಈ ಸಮಸ್ಯೆಗೆ ಪರಿಹಾರವಾಗಿ ಉದ್ಯೋಗ ಖಾತರಿ ಕಾಯ್ದೆ ಜಾರಿಗೆ ಬಂತು. ಒಂದು ಕುಟುಂಬಕ್ಕೆ ವರ್ಷದಲ್ಲಿ ನೂರು ದಿನಗಳ ಕೆಲಸದ ಖಾತರಿ ನೀಡುವ ಈ ಯೋಜನೆ ಅನೇಕ ಬಡ ಕುಟುಂಬಗಳ ಬದುಕಿಗೆ ಆಸರೆಯಾಯಿತು ಎಂಬುದರಲ್ಲಿ ಅನುಮಾನವಿಲ್ಲ. ಆದರೆ ಕೃಷಿ ಚಟುವಟಿಕೆಗಳ ಸಮಯದಲ್ಲಿ ಕಾರ್ಮಿಕರ ಕೊರತೆ ಉಂಟಾಗುತ್ತಿದೆ ಎಂಬ ದೂರುಗಳೂ ಕೇಳಿಬಂದವು. ಹೊಸ ಕಾಯ್ದೆಯಲ್ಲಿ ಬಿತ್ತನೆ ಹಾಗೂ ಕೊಯ್ಲಿನ ಅವಧಿಯಲ್ಲಿ ಯೋಜನೆಯ ಕೆಲಸಗಳಿಗೆ ವಿರಾಮ ನೀಡುವ ಅವಕಾಶ ಕಲ್ಪಿಸಲಾಗಿದೆ. ಇದು ರೈತರಿಗೂ ಕಾರ್ಮಿಕರಿಗೂ ಅನುಕೂಲಕರ. ಗಾಂಧೀಜಿ ಹೆಸರು ಕೈಬಿಟ್ಟಿದ್ದಕ್ಕೆ ಪ್ರತಿಭಟಿಸುತ್ತಿರುವ ಪಕ್ಷಗಳು ತಮ್ಮ ಆಡಳಿತದ ರಾಜ್ಯಗಳಲ್ಲಿ ಗಾಂಧೀಜಿಯ ತತ್ವಗಳನ್ನು ಎಷ್ಟು ಪಾಲಿಸುತ್ತಿವೆ? ಮದ್ಯಪಾನ ನಿಷೇಧ, ಗೋರಕ್ಷಣೆ, ಸ್ವದೇಶಿ, ಗ್ರಾಮ ಸ್ವರಾಜ್ಯ ಇವುಗಳ ಬಗ್ಗೆ ಅವರ ನಿಲುವೇನು? ಗಾಂಧೀಜಿಯ ಹೆಸರನ್ನು ರಾಜಕೀಯ ಲಾಭಕ್ಕಾಗಿ ಬಳಸಿಕೊಳ್ಳುವುದು ಅವರಿಗೆ ನಿಜವಾದ ಅವಮಾನ. ಯೋಜನೆಯ ಹೆಸರು ಬದಲಾದರೂ ಗ್ರಾಮೀಣ ಬಡವರ ಬದುಕು ಹಸನಾದರೆ ಅದೇ ಗಾಂಧೀಜಿಗೆ ಸಲ್ಲಿಸುವ ನಿಜವಾದ ಗೌರವ. ರಾಮನ ಹೆಸರಿನ ಬಗ್ಗೆ ಅಲರ್ಜಿ ಇರುವವರು ಒಮ್ಮೆ ಗಾಂಧೀಜಿಯ ಕೊನೆಯ ಮಾತನ್ನು ನೆನಪಿಸಿಕೊಳ್ಳಲಿ — ಹೇ ರಾಮ್! ಹೀಗಾಗಿ ಈ ಯೋಜನೆಗೆ ರಾಮನ ಹೆಸರಿರಲಿ ಬಿಡಿ. ಅದರಿಂದ ಯಾರ ಭಾವನೆಗೂ ಧಕ್ಕೆಯಾಗುವುದಿಲ್ಲ. ಮುಖ್ಯವಾಗಿ ಯೋಜನೆಯ ಅನುಷ್ಠಾನ ಪಾರದರ್ಶಕವಾಗಿರಲಿ, ಜನರಿಗೆ ತಲುಪಲಿ. ಅದೇ ನಾವು ನಿರೀಕ್ಷಿಸುವುದು. xyxy=(1014,153,1310,431)
paper-logo-icon: ☼ xyxy=(78,13,108,43)
column-title: ಖಾರಾ ಬಾತ್ xyxy=(755,186,848,211)
cyan-dot-icon xyxy=(836,1998,846,2008)
print-registration-marks xyxy=(836,1993,896,2005)
article3-author xyxy=(48,1666,198,1677)
shloka-verse: ಶುಕ್ಲಾಂಬರಧರಂ ವಿಷ್ಣುಂ ಶಶಿವರ್ಣಂ ಚತುರ್ಭುಜಂ। ಪ್ರಸನ್ನವದನಂ ಧ್ಯಾಯೇತ್ ಸರ್ವವಿಘ್ನೋಪಶಾಂತಯೇ॥ ಉತ್ತಮಾ ಆತ್ಮನಾ ಖ್ಯಾತಾಃ ಪಿತುಃ ಖ್ಯಾತಾಶ್ಚ ಮಧ್ಯಮಾಃ। ಅಧಮಾ ಮಾತುಲಾತ್ ಖ್ಯಾತಾಃ ಶ್ವಶುರಾಚ್ಚಾಧಮಾಧಮಾಃ॥ xyxy=(40,873,382,917)
print-registration-marks xyxy=(472,1993,532,2005)
black-dot-icon xyxy=(1247,1998,1257,2008)
print-registration-marks xyxy=(130,1993,190,2005)
section-divider xyxy=(40,822,1310,824)
shloka-author: ಡಾ. ಸೋಮಶೇಖರ ಭಟ್ xyxy=(100,1102,182,1116)
